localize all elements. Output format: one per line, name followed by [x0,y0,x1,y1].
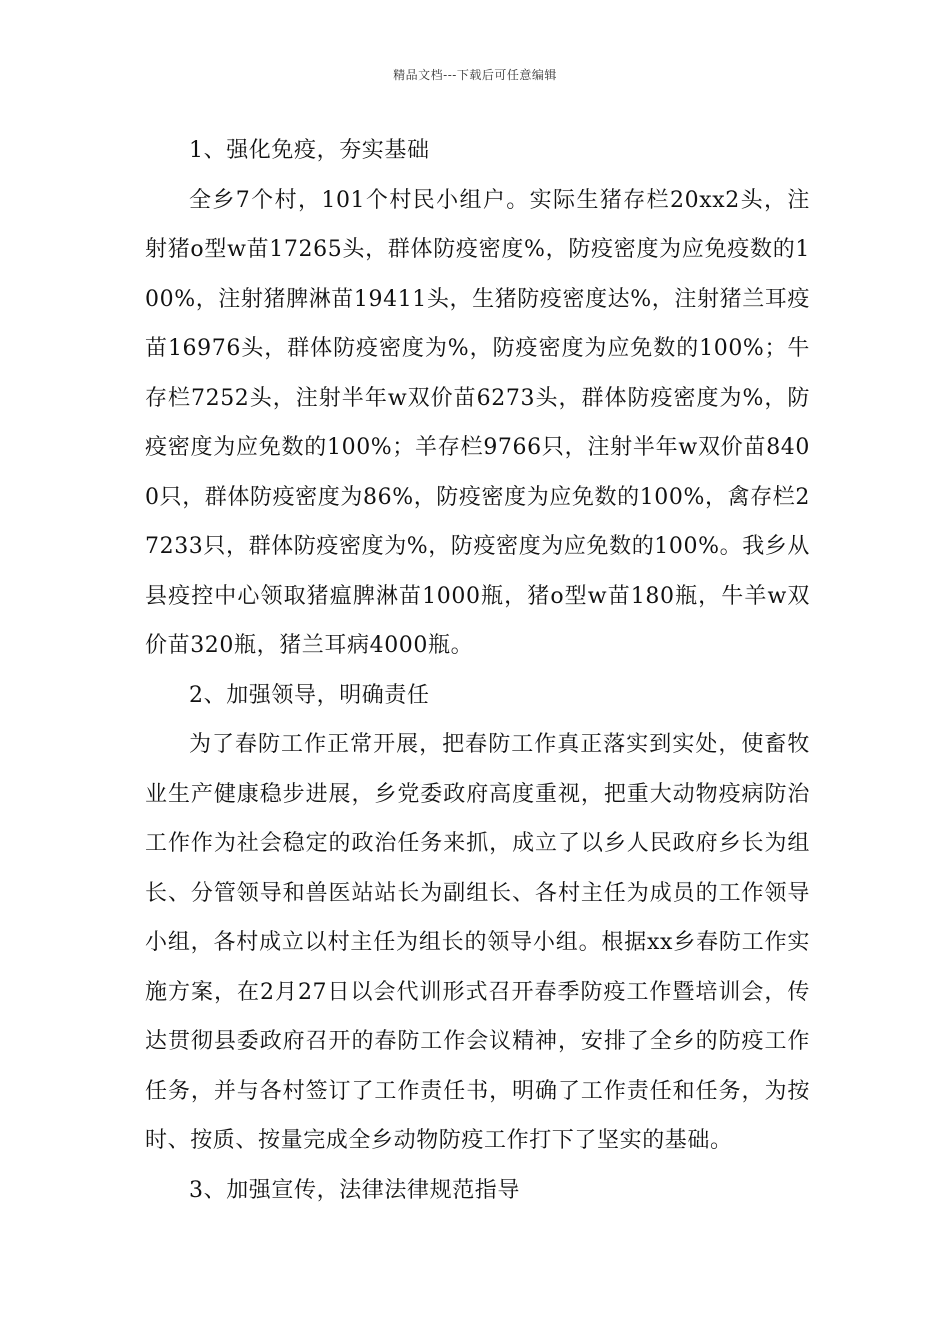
section-heading-3: 3、加强宣传，法律法律规范指导 [189,1177,520,1203]
section-heading-2: 2、加强领导，明确责任 [189,682,430,708]
page-header: 精品文档---下载后可任意编辑 [393,68,557,82]
body-paragraph-2: 为了春防工作正常开展，把春防工作真正落实到实处，使畜牧业生产健康稳步进展，乡党委政府高度重视，把重大动物疫病防治工作作为社会稳定的政治任务来抓，成立了以乡人民政府乡长为组长、分管领导和兽医站站长为副组长、各村主任为成员的工作领导小组，各村成立以村主任为组长的领导小组。根据xx乡春防工作实施方案，在2月27日以会代训形式召开春季防疫工作暨培训会，传达贯彻县委政府召开的春防工作会议精神，安排了全乡的防疫工作任务，并与各村签订了工作责任书，明确了工作责任和任务，为按时、按质、按量完成全乡动物防疫工作打下了坚实的基础。 [145,732,810,1153]
body-paragraph-1: 全乡7个村，101个村民小组户。实际生猪存栏20xx2头，注射猪o型w苗17265头，群体防疫密度%，防疫密度为应免疫数的100%，注射猪脾淋苗19411头，生猪防疫密度达%，注射猪兰耳疫苗16976头，群体防疫密度为%，防疫密度为应免数的100%；牛存栏7252头，注射半年w双价苗6273头，群体防疫密度为%，防疫密度为应免数的100%；羊存栏9766只，注射半年w双价苗8400只，群体防疫密度为86%，防疫密度为应免数的100%，禽存栏27233只，群体防疫密度为%，防疫密度为应免数的100%。我乡从县疫控中心领取猪瘟脾淋苗1000瓶，猪o型w苗180瓶，牛羊w双价苗320瓶，猪兰耳病4000瓶。 [145,187,810,658]
document-body [145,126,810,1215]
section-heading-1: 1、强化免疫，夯实基础 [189,138,430,163]
